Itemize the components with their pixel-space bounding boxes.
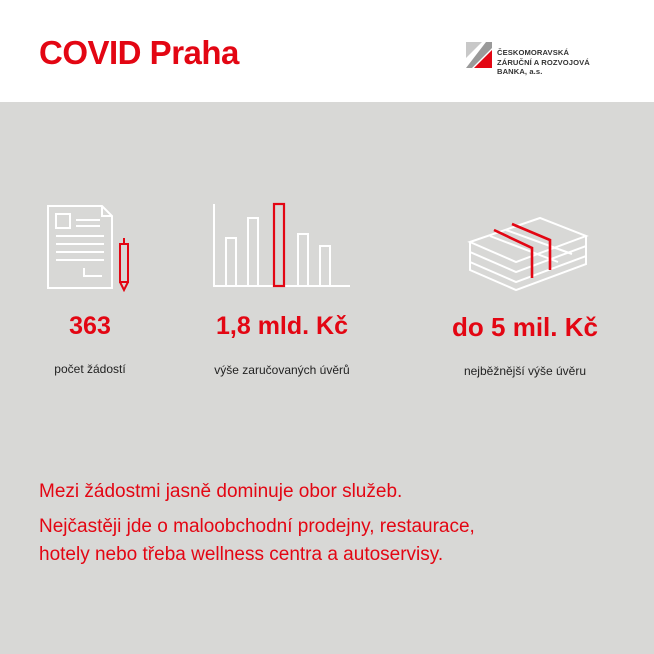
stat-value-typical-loan: do 5 mil. Kč [452,312,598,342]
logo-line-1: ČESKOMORAVSKÁ [497,48,570,57]
header [0,0,654,102]
stat-value-amount: 1,8 mld. Kč [216,312,348,340]
logo-line-3: BANKA, a.s. [497,67,543,77]
money-stack-icon [460,212,596,292]
summary-text-3: hotely nebo třeba wellness centra a autoservisy. [39,544,444,565]
summary-text-2: Nejčastěji jde o maloobchodní prodejny, restaurace, [39,516,475,537]
bank-logo [464,40,624,76]
document-pen-icon [40,200,140,292]
cmzrb-logo-icon [464,40,494,70]
stat-label-requests: počet žádostí [54,362,126,376]
stat-value-requests: 363 [69,312,111,340]
stat-label-amount: výše zaručovaných úvěrů [214,363,350,377]
summary-text-1: Mezi žádostmi jasně dominuje obor služeb. [39,481,403,502]
stat-label-typical-loan: nejběžnější výše úvěru [463,364,587,378]
page-title: COVID Praha [39,34,239,71]
logo-line-2: ZÁRUČNÍ A ROZVOJOVÁ [497,57,590,67]
logo-text [497,48,590,77]
bar-chart-icon [208,200,356,290]
